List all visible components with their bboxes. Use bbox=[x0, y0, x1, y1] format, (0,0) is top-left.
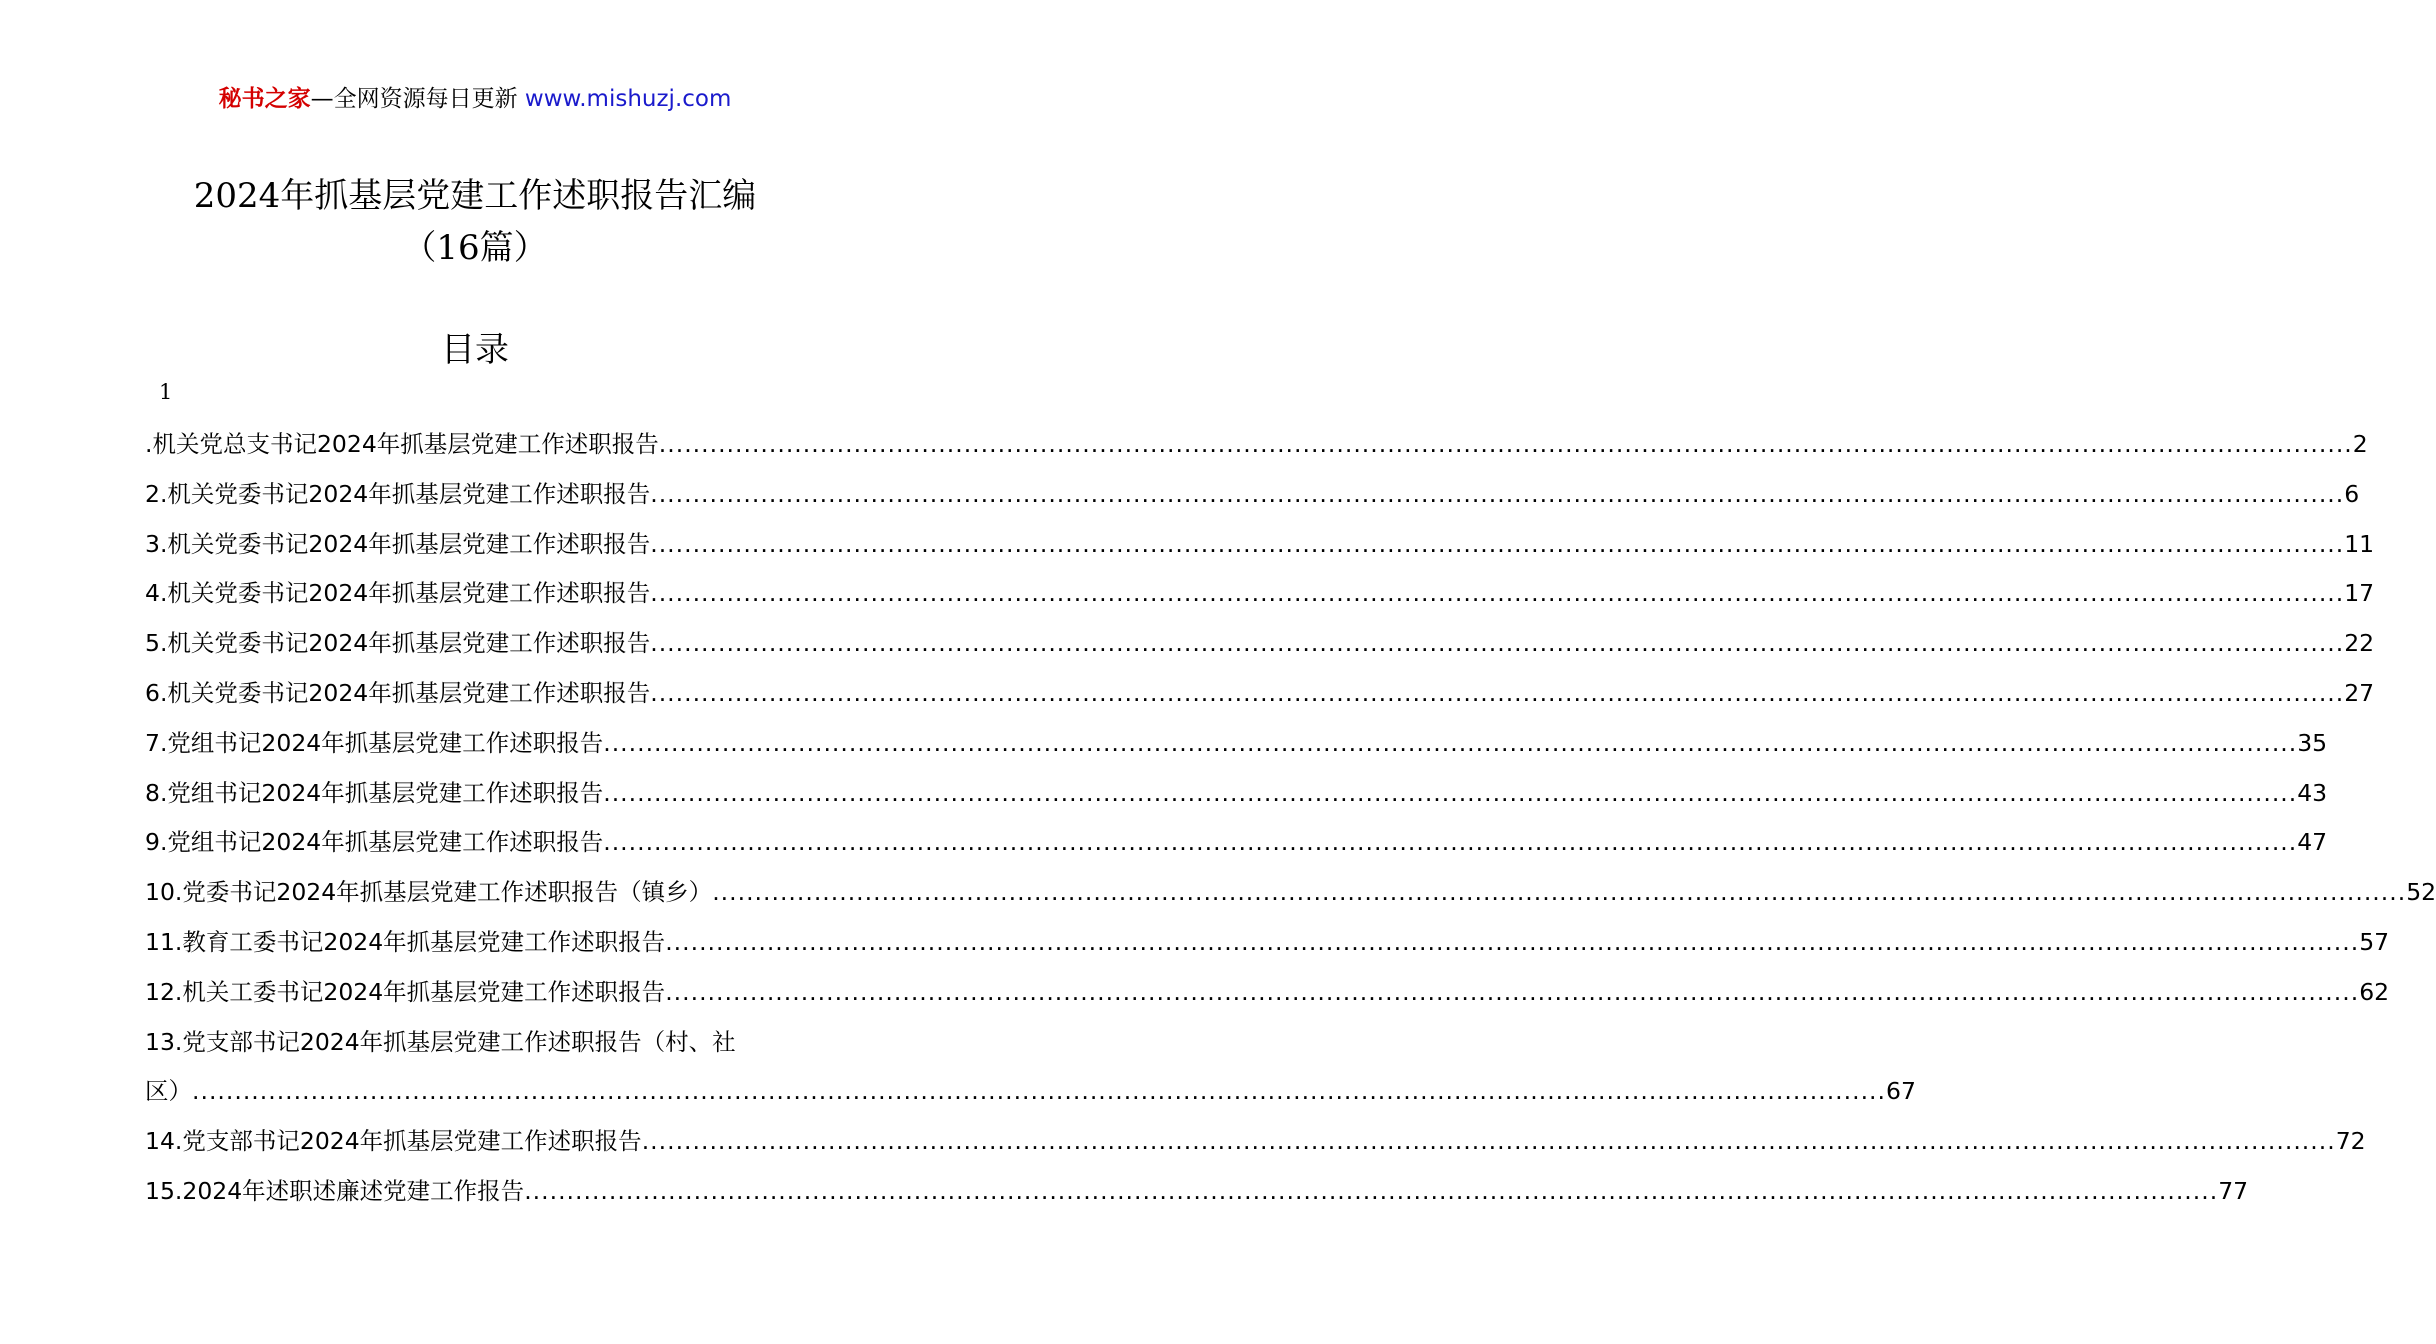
list-number-marker: 1 bbox=[159, 380, 173, 404]
toc-entry[interactable] bbox=[145, 918, 2390, 968]
header-tagline: —全网资源每日更新 bbox=[310, 86, 525, 112]
site-header bbox=[0, 80, 950, 113]
toc-entry-title: 11.教育工委书记2024年抓基层党建工作述职报告 bbox=[145, 927, 666, 956]
toc-entry[interactable] bbox=[145, 470, 2360, 520]
toc-entry-title: 6.机关党委书记2024年抓基层党建工作述职报告 bbox=[145, 678, 651, 707]
toc-page-number: 2 bbox=[2352, 430, 2368, 458]
document-title-line-1: 2024年抓基层党建工作述职报告汇编 bbox=[193, 176, 757, 216]
toc-entry[interactable] bbox=[145, 569, 2375, 619]
document-title bbox=[0, 170, 950, 274]
toc-entry-title: 12.机关工委书记2024年抓基层党建工作述职报告 bbox=[145, 977, 666, 1006]
toc-leader-dots: ........................................................................................................................................................................................................ bbox=[650, 529, 2345, 558]
table-of-contents bbox=[145, 420, 2436, 1217]
toc-entry-title: 13.党支部书记2024年抓基层党建工作述职报告（村、社 bbox=[145, 1027, 736, 1056]
toc-entry[interactable] bbox=[145, 619, 2375, 669]
toc-page-number: 77 bbox=[2218, 1176, 2249, 1205]
toc-leader-dots: ........................................................................................................................................................................................................ bbox=[712, 878, 2407, 907]
toc-entry[interactable] bbox=[145, 520, 2375, 570]
toc-entry-title: 8.党组书记2024年抓基层党建工作述职报告 bbox=[145, 778, 604, 807]
toc-leader-dots: ........................................................................................................................................................................................................ bbox=[641, 1127, 2336, 1156]
toc-page-number: 67 bbox=[1886, 1077, 1916, 1106]
toc-entry-title: .机关党总支书记2024年抓基层党建工作述职报告 bbox=[145, 430, 659, 458]
toc-leader-dots: ........................................................................................................................................................................................................ bbox=[192, 1077, 1886, 1106]
toc-page-number: 62 bbox=[2359, 977, 2390, 1006]
toc-leader-dots: ........................................................................................................................................................................................................ bbox=[524, 1176, 2219, 1205]
toc-entry[interactable] bbox=[145, 868, 2436, 918]
toc-page-number: 52 bbox=[2406, 878, 2436, 907]
toc-entry[interactable] bbox=[145, 1117, 2366, 1167]
toc-entry-title: 3.机关党委书记2024年抓基层党建工作述职报告 bbox=[145, 529, 651, 558]
toc-entry[interactable] bbox=[145, 719, 2328, 769]
toc-leader-dots: ........................................................................................................................................................................................................ bbox=[603, 728, 2298, 757]
toc-page-number: 17 bbox=[2344, 579, 2375, 608]
toc-page-number: 72 bbox=[2335, 1127, 2366, 1156]
toc-entry[interactable] bbox=[145, 769, 2328, 819]
toc-entry[interactable] bbox=[145, 968, 2390, 1018]
toc-entry-title: 区） bbox=[145, 1077, 192, 1106]
toc-entry-title: 5.机关党委书记2024年抓基层党建工作述职报告 bbox=[145, 629, 651, 658]
toc-leader-dots: ........................................................................................................................................................................................................ bbox=[665, 927, 2360, 956]
toc-entry[interactable] bbox=[145, 1018, 805, 1068]
toc-entry-title: 7.党组书记2024年抓基层党建工作述职报告 bbox=[145, 728, 604, 757]
toc-entry[interactable] bbox=[145, 420, 2368, 470]
toc-leader-dots: ........................................................................................................................................................................................................ bbox=[603, 828, 2298, 857]
toc-heading: 目录 bbox=[441, 330, 509, 370]
toc-leader-dots: ........................................................................................................................................................................................................ bbox=[665, 977, 2360, 1006]
toc-page-number: 47 bbox=[2297, 828, 2328, 857]
toc-page-number: 22 bbox=[2344, 629, 2375, 658]
toc-leader-dots: ........................................................................................................................................................................................................ bbox=[650, 629, 2345, 658]
toc-entry[interactable] bbox=[145, 669, 2375, 719]
toc-entry-title: 10.党委书记2024年抓基层党建工作述职报告（镇乡） bbox=[145, 878, 713, 907]
toc-entry-title: 15.2024年述职述廉述党建工作报告 bbox=[145, 1176, 525, 1205]
document-title-line-2: （16篇） bbox=[402, 228, 548, 268]
toc-page-number: 35 bbox=[2297, 728, 2328, 757]
toc-entry-title: 14.党支部书记2024年抓基层党建工作述职报告 bbox=[145, 1127, 642, 1156]
toc-entry[interactable] bbox=[145, 1067, 1916, 1117]
toc-page-number: 57 bbox=[2359, 927, 2390, 956]
toc-entry-title: 4.机关党委书记2024年抓基层党建工作述职报告 bbox=[145, 579, 651, 608]
brand-name: 秘书之家 bbox=[218, 86, 311, 112]
toc-entry[interactable] bbox=[145, 818, 2328, 868]
toc-page-number: 11 bbox=[2344, 529, 2375, 558]
toc-page-number: 27 bbox=[2344, 678, 2375, 707]
toc-entry[interactable] bbox=[145, 1167, 2249, 1217]
toc-leader-dots: ........................................................................................................................................................................................................ bbox=[603, 778, 2298, 807]
toc-page-number: 43 bbox=[2297, 778, 2328, 807]
toc-leader-dots: ........................................................................................................................................................................................................ bbox=[650, 678, 2345, 707]
toc-leader-dots: ........................................................................................................................................................................................................ bbox=[658, 430, 2353, 458]
toc-leader-dots: ........................................................................................................................................................................................................ bbox=[650, 479, 2345, 508]
toc-entry-title: 2.机关党委书记2024年抓基层党建工作述职报告 bbox=[145, 479, 651, 508]
toc-entry-title: 9.党组书记2024年抓基层党建工作述职报告 bbox=[145, 828, 604, 857]
site-url-link[interactable]: www.mishuzj.com bbox=[524, 86, 732, 112]
toc-leader-dots: ........................................................................................................................................................................................................ bbox=[650, 579, 2345, 608]
toc-page-number: 6 bbox=[2344, 479, 2360, 508]
